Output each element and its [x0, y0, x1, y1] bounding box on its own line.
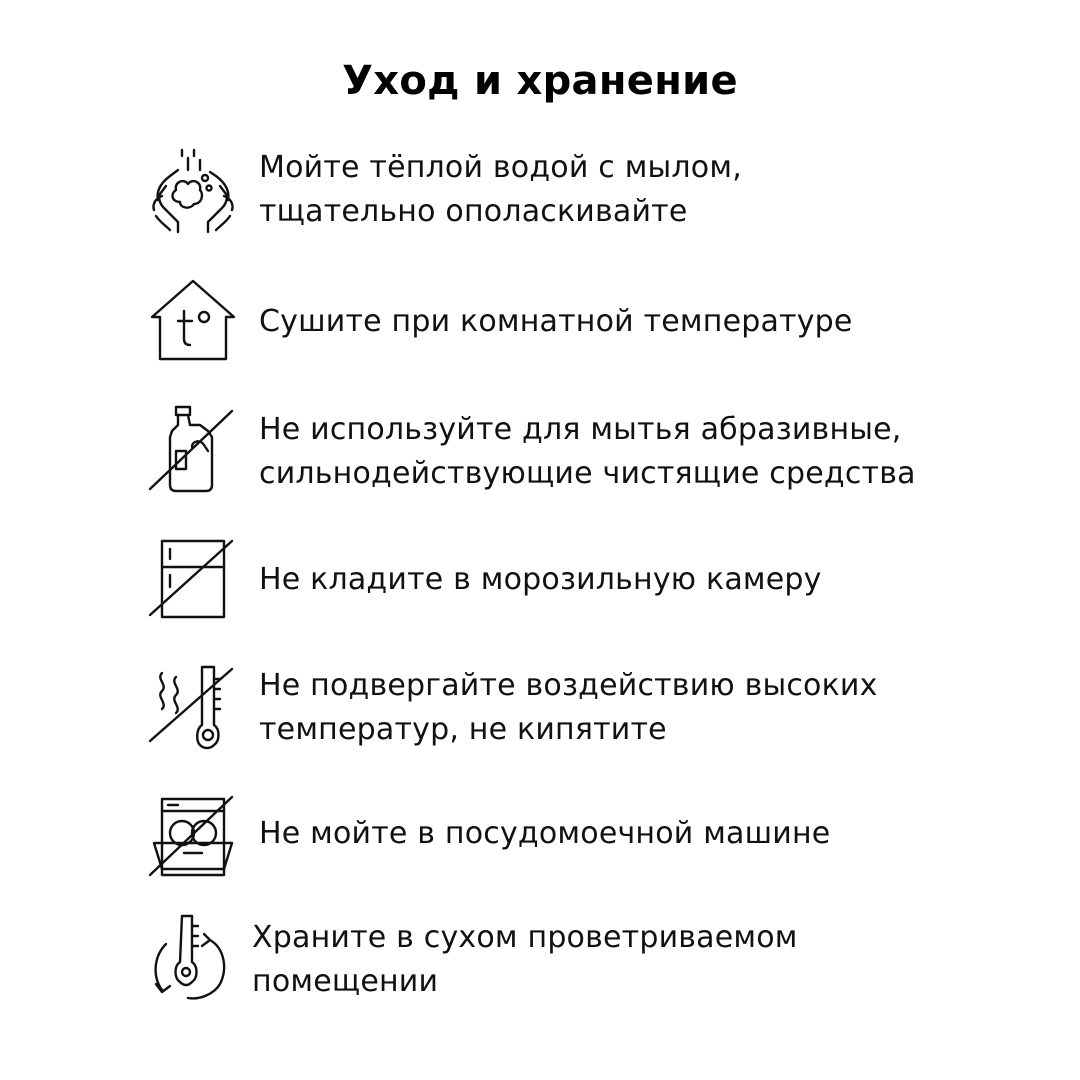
care-text-dry	[259, 300, 853, 344]
house-temperature-icon	[148, 277, 238, 367]
care-text-line: тщательно ополаскивайте	[259, 194, 688, 229]
care-text-line: помещении	[252, 964, 439, 999]
dry-storage-icon	[148, 912, 238, 1002]
care-text-line: сильнодействующие чистящие средства	[259, 456, 916, 491]
care-text-line: Храните в сухом проветриваемом	[252, 920, 798, 955]
care-text-line: Не кладите в морозильную камеру	[259, 562, 822, 597]
care-text-line: Не используйте для мытья абразивные,	[259, 412, 902, 447]
detergent-bottle-crossed-icon	[148, 405, 238, 495]
care-text-detergent	[259, 408, 916, 496]
thermometer-heat-crossed-icon	[148, 663, 238, 753]
care-text-line: Мойте тёплой водой с мылом,	[259, 150, 742, 185]
care-text-dishwasher	[259, 812, 830, 856]
care-text-heat	[259, 664, 878, 752]
care-text-line: температур, не кипятите	[259, 712, 667, 747]
page-title: Уход и хранение	[342, 58, 738, 104]
care-text-storage	[252, 916, 798, 1004]
care-text-line: Не подвергайте воздействию высоких	[259, 668, 878, 703]
hand-wash-icon	[148, 148, 238, 238]
dishwasher-crossed-icon	[148, 793, 238, 883]
care-text-line: Не мойте в посудомоечной машине	[259, 816, 831, 851]
care-text-line: Сушите при комнатной температуре	[259, 304, 853, 339]
freezer-crossed-icon	[148, 535, 238, 625]
care-text-wash	[259, 146, 742, 234]
care-text-freezer	[259, 558, 822, 602]
